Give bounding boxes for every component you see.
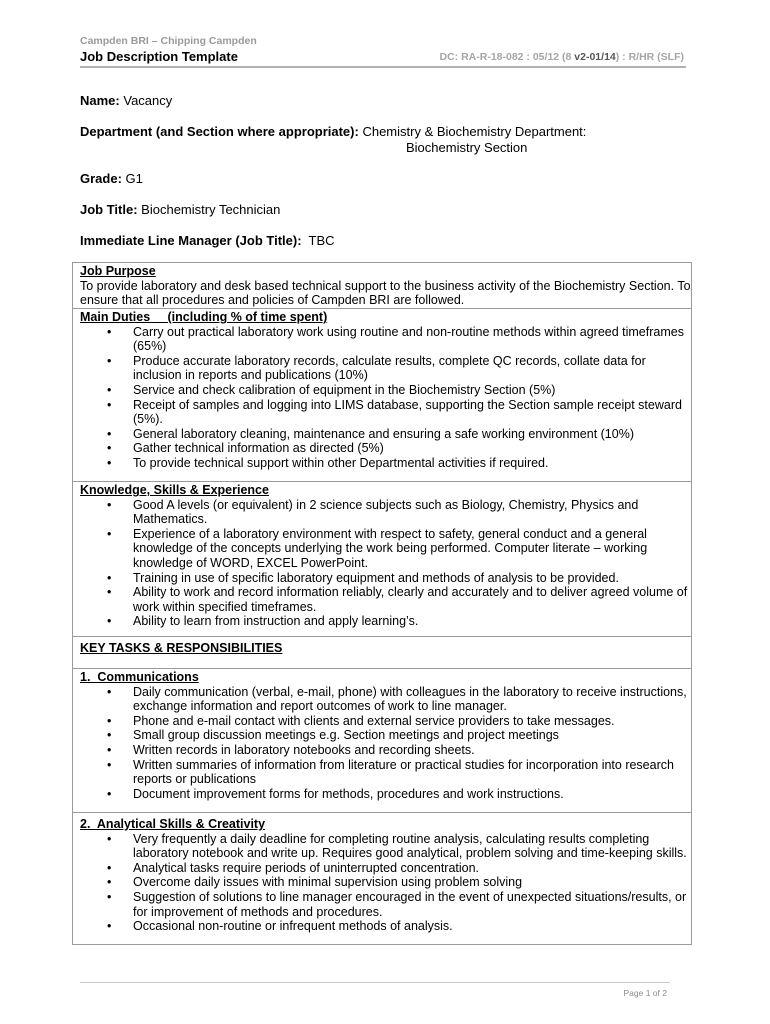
- communications-title: 1. Communications: [80, 670, 199, 684]
- field-line-manager-label: Immediate Line Manager (Job Title):: [80, 233, 302, 248]
- main-duties-title: Main Duties (including % of time spent): [80, 310, 328, 324]
- list-item: • Daily communication (verbal, e-mail, phone) with colleagues in the laboratory to receive instructions, exchange information and report outcomes of work to line manager.: [133, 685, 691, 714]
- list-item: • Service and check calibration of equipment in the Biochemistry Section (5%): [133, 383, 691, 398]
- field-job-title-label: Job Title:: [80, 202, 138, 217]
- section-job-purpose: [73, 263, 691, 308]
- field-department-label: Department (and Section where appropriate):: [80, 124, 359, 139]
- ref-prefix: DC: RA-R-18-082 : 05/12 (8: [439, 51, 575, 63]
- field-line-manager-value: TBC: [308, 233, 335, 248]
- header-title: Job Description Template: [80, 49, 238, 64]
- field-name: [80, 93, 692, 109]
- ref-version: v2-01/14: [574, 51, 616, 63]
- field-department-value: Chemistry & Biochemistry Department:: [362, 124, 587, 139]
- section-analytical-skills: [73, 812, 691, 934]
- analytical-list: [80, 832, 691, 934]
- page-number: Page 1 of 2: [623, 988, 667, 998]
- list-item: • Document improvement forms for methods, procedures and work instructions.: [133, 787, 691, 802]
- list-item: • Analytical tasks require periods of uninterrupted concentration.: [133, 861, 691, 876]
- list-item: • To provide technical support within other Departmental activities if required.: [133, 456, 691, 471]
- field-department-section: Biochemistry Section: [406, 140, 528, 155]
- list-item: • Very frequently a daily deadline for completing routine analysis, calculating results completing laboratory notebook and write up. Requires good analytical, problem solving and time-keeping skills.: [133, 832, 691, 861]
- section-communications: [73, 668, 691, 801]
- section-key-tasks: [73, 636, 691, 656]
- list-item: • Good A levels (or equivalent) in 2 science subjects such as Biology, Chemistry, Physics and Mathematics.: [133, 498, 691, 527]
- header-org: Campden BRI – Chipping Campden: [80, 35, 257, 47]
- list-item: • Occasional non-routine or infrequent methods of analysis.: [133, 919, 691, 934]
- field-name-value: Vacancy: [123, 93, 173, 108]
- analytical-title: 2. Analytical Skills & Creativity: [80, 817, 266, 831]
- field-department: [80, 124, 692, 156]
- knowledge-title: Knowledge, Skills & Experience: [80, 483, 269, 497]
- list-item: • Experience of a laboratory environment with respect to safety, general conduct and a general knowledge of the concepts underlying the work being performed. Computer literate – working knowledge of WORD, EXCEL PowerPoint.: [133, 527, 691, 571]
- footer-rule: [80, 982, 670, 983]
- list-item: • Phone and e-mail contact with clients and external service providers to take messages.: [133, 714, 691, 729]
- section-knowledge-skills: [73, 481, 691, 629]
- job-fields: [80, 93, 692, 249]
- job-purpose-text: To provide laboratory and desk based technical support to the business activity of the Biochemistry Section. To ensure that all procedures and policies of Campden BRI are followed.: [80, 278, 691, 308]
- list-item: • Written records in laboratory notebooks and recording sheets.: [133, 743, 691, 758]
- field-grade-value: G1: [125, 171, 143, 186]
- list-item: • Overcome daily issues with minimal supervision using problem solving: [133, 875, 691, 890]
- list-item: • Small group discussion meetings e.g. Section meetings and project meetings: [133, 728, 691, 743]
- field-name-label: Name:: [80, 93, 120, 108]
- main-duties-list: [80, 325, 691, 471]
- list-item: • Carry out practical laboratory work using routine and non-routine methods within agreed timeframes (65%): [133, 325, 691, 354]
- list-item: • Written summaries of information from literature or practical studies for incorporation into research reports or publications: [133, 758, 691, 787]
- list-item: • General laboratory cleaning, maintenance and ensuring a safe working environment (10%): [133, 427, 691, 442]
- field-job-title-value: Biochemistry Technician: [141, 202, 281, 217]
- list-item: • Suggestion of solutions to line manager encouraged in the event of unexpected situations/results, or for improvement of methods and procedures.: [133, 890, 691, 919]
- list-item: • Ability to work and record information reliably, clearly and accurately and to deliver agreed volume of work within specified timeframes.: [133, 585, 691, 614]
- field-grade: [80, 171, 692, 187]
- knowledge-list: [80, 498, 691, 629]
- header-doc-reference: [440, 51, 685, 63]
- list-item: • Receipt of samples and logging into LIMS database, supporting the Section sample receipt steward (5%).: [133, 398, 691, 427]
- job-purpose-title: Job Purpose: [80, 264, 156, 278]
- list-item: • Gather technical information as directed (5%): [133, 441, 691, 456]
- header-rule: [80, 66, 686, 68]
- communications-list: [80, 685, 691, 802]
- key-tasks-title: KEY TASKS & RESPONSIBILITIES: [80, 641, 283, 655]
- field-line-manager: [80, 233, 692, 249]
- ref-suffix: ) : R/HR (SLF): [615, 51, 684, 63]
- field-grade-label: Grade:: [80, 171, 122, 186]
- field-job-title: [80, 202, 692, 218]
- job-description-table: [72, 262, 692, 945]
- list-item: • Ability to learn from instruction and apply learning’s.: [133, 614, 691, 629]
- list-item: • Training in use of specific laboratory equipment and methods of analysis to be provided.: [133, 571, 691, 586]
- list-item: • Produce accurate laboratory records, calculate results, complete QC records, collate data for inclusion in reports and publications (10%): [133, 354, 691, 383]
- section-main-duties: [73, 308, 691, 471]
